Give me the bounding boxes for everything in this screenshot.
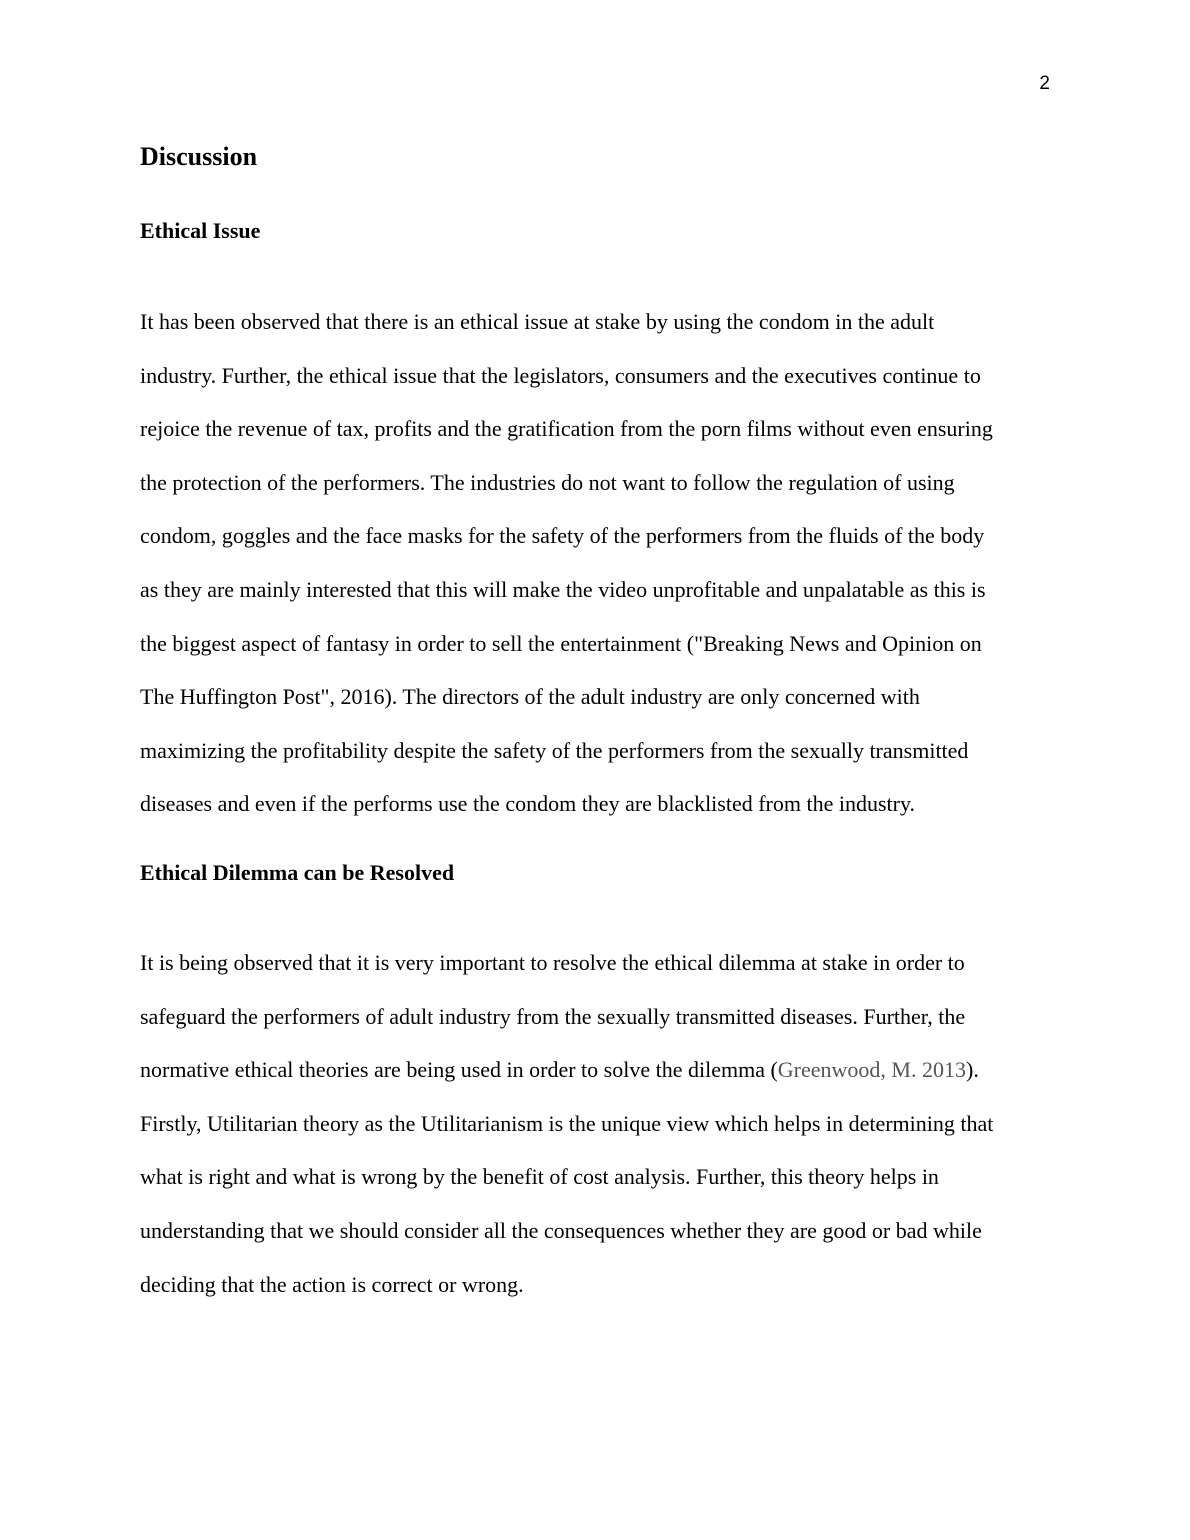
paragraph-line: as they are mainly interested that this will make the video unprofitable and unpalatable as this is [140, 576, 986, 602]
paragraph-line: diseases and even if the performs use the condom they are blacklisted from the industry. [140, 791, 916, 817]
paragraph-line: Firstly, Utilitarian theory as the Utilitarianism is the unique view which helps in determining that [140, 1110, 994, 1136]
paragraph-dilemma-resolved [140, 936, 1060, 1311]
paragraph-line: It is being observed that it is very important to resolve the ethical dilemma at stake in order to [140, 950, 965, 975]
paragraph-line: deciding that the action is correct or wrong. [140, 1271, 524, 1297]
citation-greenwood: Greenwood, M. 2013 [777, 1057, 966, 1083]
paragraph-line: maximizing the profitability despite the safety of the performers from the sexually transmitted [140, 737, 969, 763]
subheading-ethical-issue: Ethical Issue [140, 218, 261, 243]
paragraph-line: what is right and what is wrong by the benefit of cost analysis. Further, this theory helps in [140, 1164, 939, 1190]
paragraph-line: safeguard the performers of adult industry from the sexually transmitted diseases. Further, the [140, 1003, 966, 1029]
line-text-after-citation: ). [966, 1057, 979, 1083]
paragraph-line: the protection of the performers. The industries do not want to follow the regulation of using [140, 469, 955, 495]
subheading-ethical-dilemma-resolved: Ethical Dilemma can be Resolved [140, 860, 455, 885]
paragraph-line: industry. Further, the ethical issue that the legislators, consumers and the executives continue to [140, 362, 981, 388]
paragraph-line: It has been observed that there is an ethical issue at stake by using the condom in the adult [140, 309, 935, 334]
section-title-discussion: Discussion [140, 142, 258, 171]
line-text-before-citation: normative ethical theories are being used in order to solve the dilemma ( [140, 1057, 778, 1083]
paragraph-line-with-citation [140, 1043, 1060, 1097]
paragraph-line: rejoice the revenue of tax, profits and the gratification from the porn films without even ensuring [140, 416, 993, 442]
paragraph-line: The Huffington Post", 2016). The directors of the adult industry are only concerned with [140, 684, 920, 710]
paragraph-line: the biggest aspect of fantasy in order to sell the entertainment ("Breaking News and Opinion on [140, 630, 982, 656]
page-number: 2 [1039, 73, 1050, 94]
paragraph-line: understanding that we should consider all the consequences whether they are good or bad while [140, 1217, 982, 1243]
paragraph-ethical-issue [140, 295, 1060, 831]
paragraph-line: condom, goggles and the face masks for the safety of the performers from the fluids of the body [140, 523, 985, 549]
